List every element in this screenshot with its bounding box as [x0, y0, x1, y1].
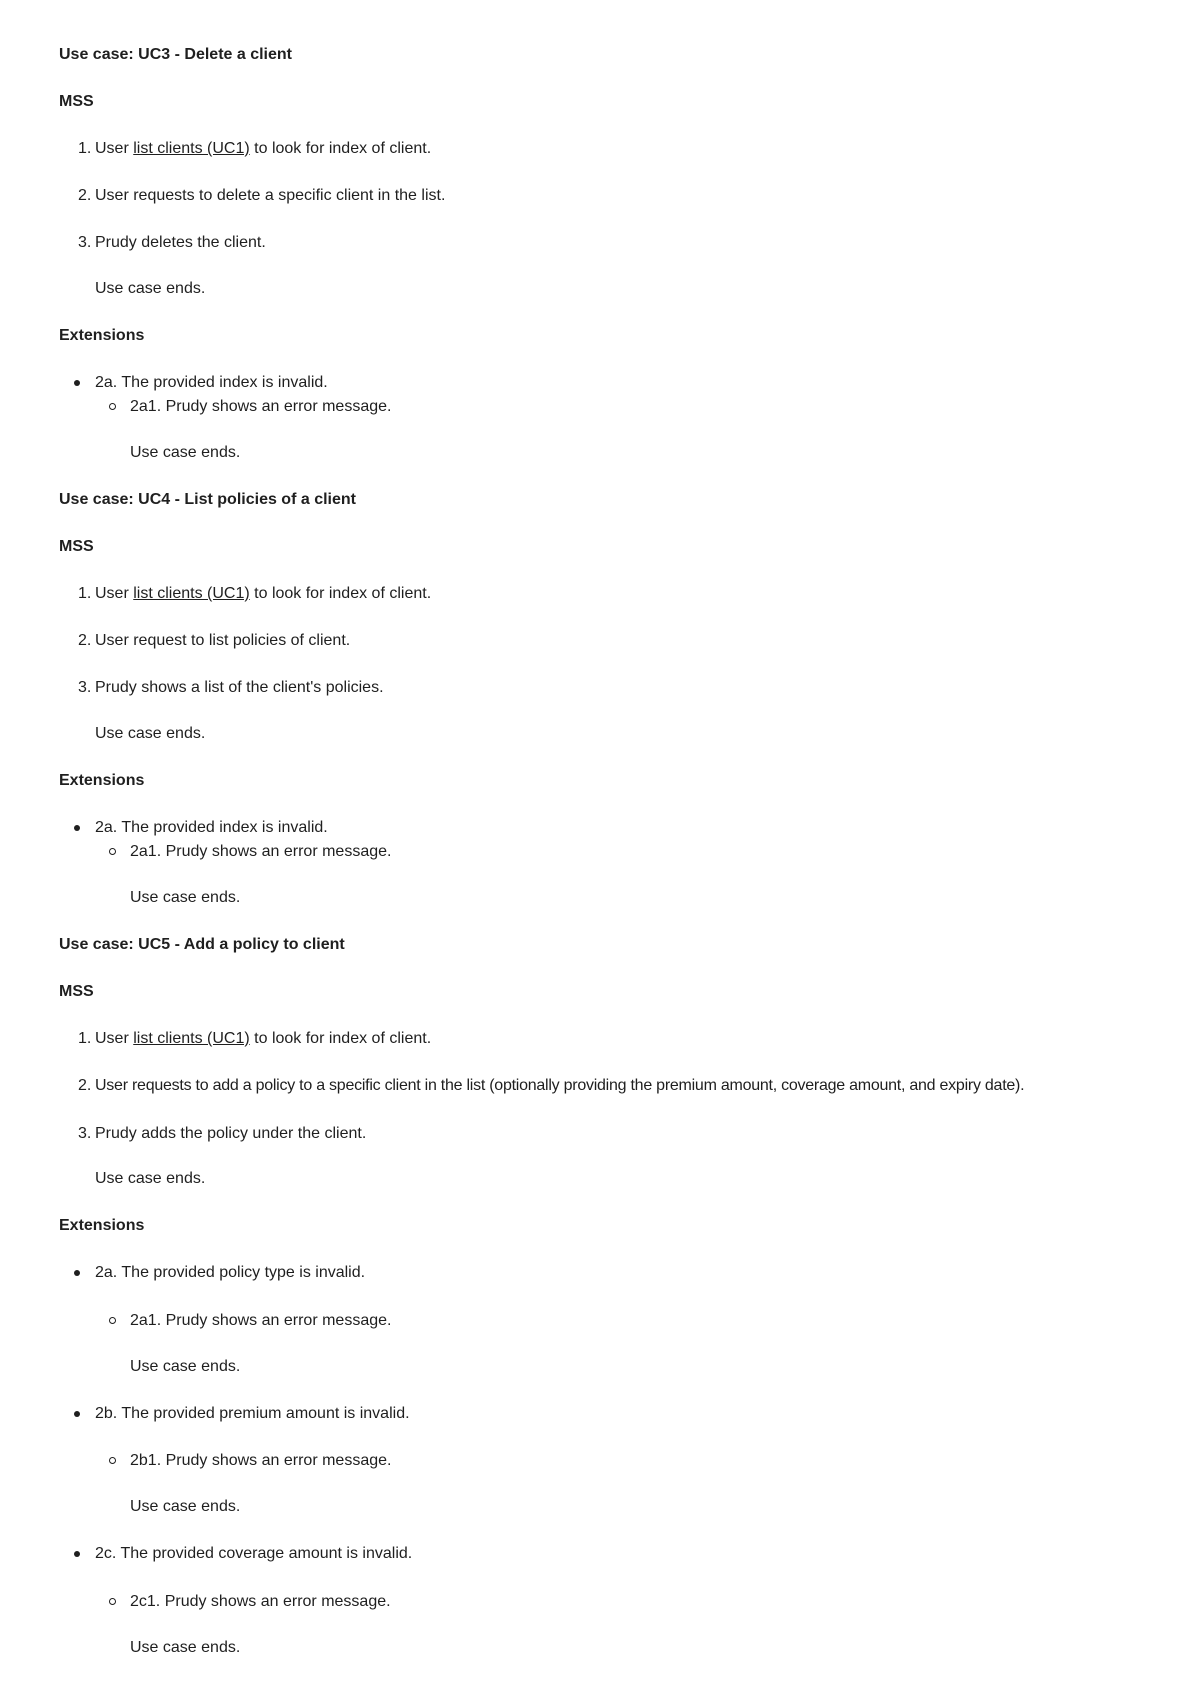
- step-number: 3.: [78, 1125, 92, 1142]
- extension-sub-text: 2a1. Prudy shows an error message.: [130, 1312, 392, 1329]
- use-case-heading: Use case: UC3 - Delete a client: [59, 46, 292, 63]
- mss-label: MSS: [59, 538, 94, 555]
- extensions-label: Extensions: [59, 772, 145, 789]
- extension-text: 2a. The provided policy type is invalid.: [95, 1264, 366, 1281]
- use-case-ends: Use case ends.: [130, 889, 241, 906]
- use-case-ends: Use case ends.: [130, 1498, 241, 1515]
- use-case-ends: Use case ends.: [130, 1358, 241, 1375]
- step-number: 3.: [78, 234, 92, 251]
- use-case-ends: Use case ends.: [130, 444, 241, 461]
- step-number: 1.: [78, 140, 92, 157]
- step-text: Prudy adds the policy under the client.: [95, 1125, 367, 1142]
- step-number: 3.: [78, 679, 92, 696]
- use-case-ends: Use case ends.: [95, 280, 206, 297]
- bullet-circle-icon: [109, 1317, 116, 1324]
- extension-text: 2b. The provided premium amount is invalid.: [95, 1405, 410, 1422]
- step-text: Prudy shows a list of the client's policies.: [95, 679, 384, 696]
- step-text-before: User: [95, 140, 134, 157]
- extension-sub-text: 2c1. Prudy shows an error message.: [130, 1593, 391, 1610]
- step-text: User requests to add a policy to a specific client in the list (optionally providing the premium amount, coverage amount, and expiry date).: [95, 1077, 1025, 1094]
- step-number: 1.: [78, 1030, 92, 1047]
- bullet-circle-icon: [109, 1598, 116, 1605]
- step-number: 1.: [78, 585, 92, 602]
- bullet-disc-icon: [74, 1551, 80, 1557]
- mss-label: MSS: [59, 93, 94, 110]
- bullet-disc-icon: [74, 380, 80, 386]
- extension-text: 2c. The provided coverage amount is invalid.: [95, 1545, 413, 1562]
- step-text-before: User: [95, 1030, 134, 1047]
- step-text: User requests to delete a specific client in the list.: [95, 187, 446, 204]
- step-text: User request to list policies of client.: [95, 632, 351, 649]
- bullet-disc-icon: [74, 825, 80, 831]
- use-case-ends: Use case ends.: [95, 725, 206, 742]
- bullet-disc-icon: [74, 1270, 80, 1276]
- step-number: 2.: [78, 187, 92, 204]
- step-text-after: to look for index of client.: [249, 140, 432, 157]
- extension-text: 2a. The provided index is invalid.: [95, 819, 328, 836]
- use-case-ends: Use case ends.: [95, 1170, 206, 1187]
- step-text-before: User: [95, 585, 134, 602]
- use-case-ends: Use case ends.: [130, 1639, 241, 1656]
- step-text: Prudy deletes the client.: [95, 234, 266, 251]
- bullet-circle-icon: [109, 403, 116, 410]
- step-number: 2.: [78, 1077, 92, 1094]
- step-text-after: to look for index of client.: [249, 585, 432, 602]
- use-case-heading: Use case: UC5 - Add a policy to client: [59, 936, 345, 953]
- list-clients-link[interactable]: list clients (UC1): [133, 1030, 250, 1047]
- bullet-circle-icon: [109, 1457, 116, 1464]
- step-text-after: to look for index of client.: [249, 1030, 432, 1047]
- step-text: [95, 1029, 431, 1049]
- extension-sub-text: 2a1. Prudy shows an error message.: [130, 398, 392, 415]
- extension-text: 2a. The provided index is invalid.: [95, 374, 328, 391]
- step-text: [95, 584, 431, 604]
- bullet-disc-icon: [74, 1411, 80, 1417]
- list-clients-link[interactable]: list clients (UC1): [133, 585, 250, 602]
- extensions-label: Extensions: [59, 327, 145, 344]
- list-clients-link[interactable]: list clients (UC1): [133, 140, 250, 157]
- use-case-heading: Use case: UC4 - List policies of a client: [59, 491, 356, 508]
- extensions-label: Extensions: [59, 1217, 145, 1234]
- extension-sub-text: 2a1. Prudy shows an error message.: [130, 843, 392, 860]
- extension-sub-text: 2b1. Prudy shows an error message.: [130, 1452, 392, 1469]
- step-text: [95, 139, 431, 159]
- bullet-circle-icon: [109, 848, 116, 855]
- mss-label: MSS: [59, 983, 94, 1000]
- step-number: 2.: [78, 632, 92, 649]
